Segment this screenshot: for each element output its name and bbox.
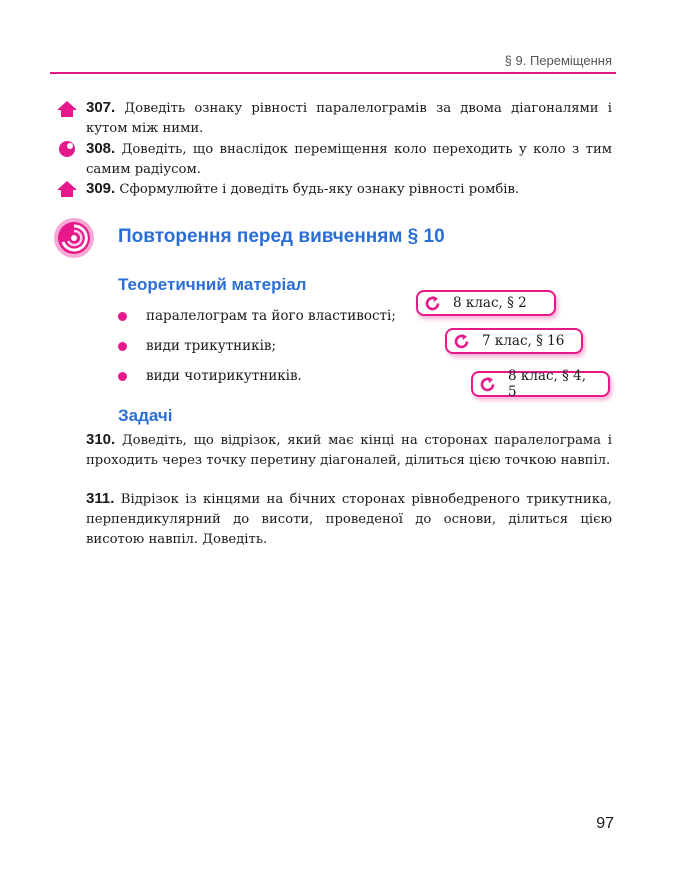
task-text: Відрізок із кінцями на бічних сторонах рівнобедреного трикутника, перпендикулярний до висоти, проведеної до основи, ділиться цією висотою навпіл. Доведіть. bbox=[86, 492, 612, 547]
task-number: 308. bbox=[86, 140, 116, 157]
running-header: § 9. Переміщення bbox=[504, 53, 612, 68]
bullet-marker bbox=[118, 342, 127, 351]
refresh-icon bbox=[424, 295, 441, 312]
task-311 bbox=[86, 489, 612, 550]
refresh-icon bbox=[453, 333, 470, 350]
spiral-icon bbox=[53, 217, 95, 259]
theory-item: види трикутників; bbox=[146, 338, 277, 354]
task-number: 307. bbox=[86, 99, 116, 116]
bullet-marker bbox=[118, 312, 127, 321]
lightbulb-icon bbox=[56, 139, 78, 159]
theory-item: паралелограм та його властивості; bbox=[146, 308, 396, 324]
section-title: Повторення перед вивченням § 10 bbox=[118, 226, 445, 247]
task-text: Сформулюйте і доведіть будь-яку ознаку рівності ромбів. bbox=[119, 182, 520, 197]
reference-badge bbox=[416, 290, 556, 316]
theory-item: види чотирикутників. bbox=[146, 368, 302, 384]
house-icon bbox=[56, 179, 78, 199]
theory-heading: Теоретичний матеріал bbox=[118, 275, 307, 294]
reference-badge bbox=[471, 368, 610, 400]
task-308 bbox=[86, 139, 612, 180]
task-text: Доведіть ознаку рівності паралелограмів за двома діагоналями і кутом між ними. bbox=[86, 101, 612, 136]
task-number: 309. bbox=[86, 180, 116, 197]
problems-heading: Задачі bbox=[118, 406, 173, 425]
header-rule bbox=[50, 72, 616, 74]
reference-text: 7 клас, § 16 bbox=[482, 333, 565, 349]
reference-badge bbox=[445, 328, 583, 354]
bullet-marker bbox=[118, 372, 127, 381]
task-309 bbox=[86, 179, 612, 200]
house-icon bbox=[56, 99, 78, 119]
task-307 bbox=[86, 98, 612, 139]
refresh-icon bbox=[479, 376, 496, 393]
task-number: 311. bbox=[86, 490, 115, 507]
task-text: Доведіть, що внаслідок переміщення коло переходить у коло з тим самим радіусом. bbox=[86, 142, 612, 177]
reference-text: 8 клас, § 4, 5 bbox=[508, 368, 587, 400]
page-number: 97 bbox=[596, 815, 614, 832]
task-310 bbox=[86, 430, 612, 471]
task-number: 310. bbox=[86, 431, 116, 448]
reference-text: 8 клас, § 2 bbox=[453, 295, 527, 311]
task-text: Доведіть, що відрізок, який має кінці на сторонах паралелограма і проходить через точку перетину діагоналей, ділиться цією точкою навпіл. bbox=[86, 433, 612, 468]
